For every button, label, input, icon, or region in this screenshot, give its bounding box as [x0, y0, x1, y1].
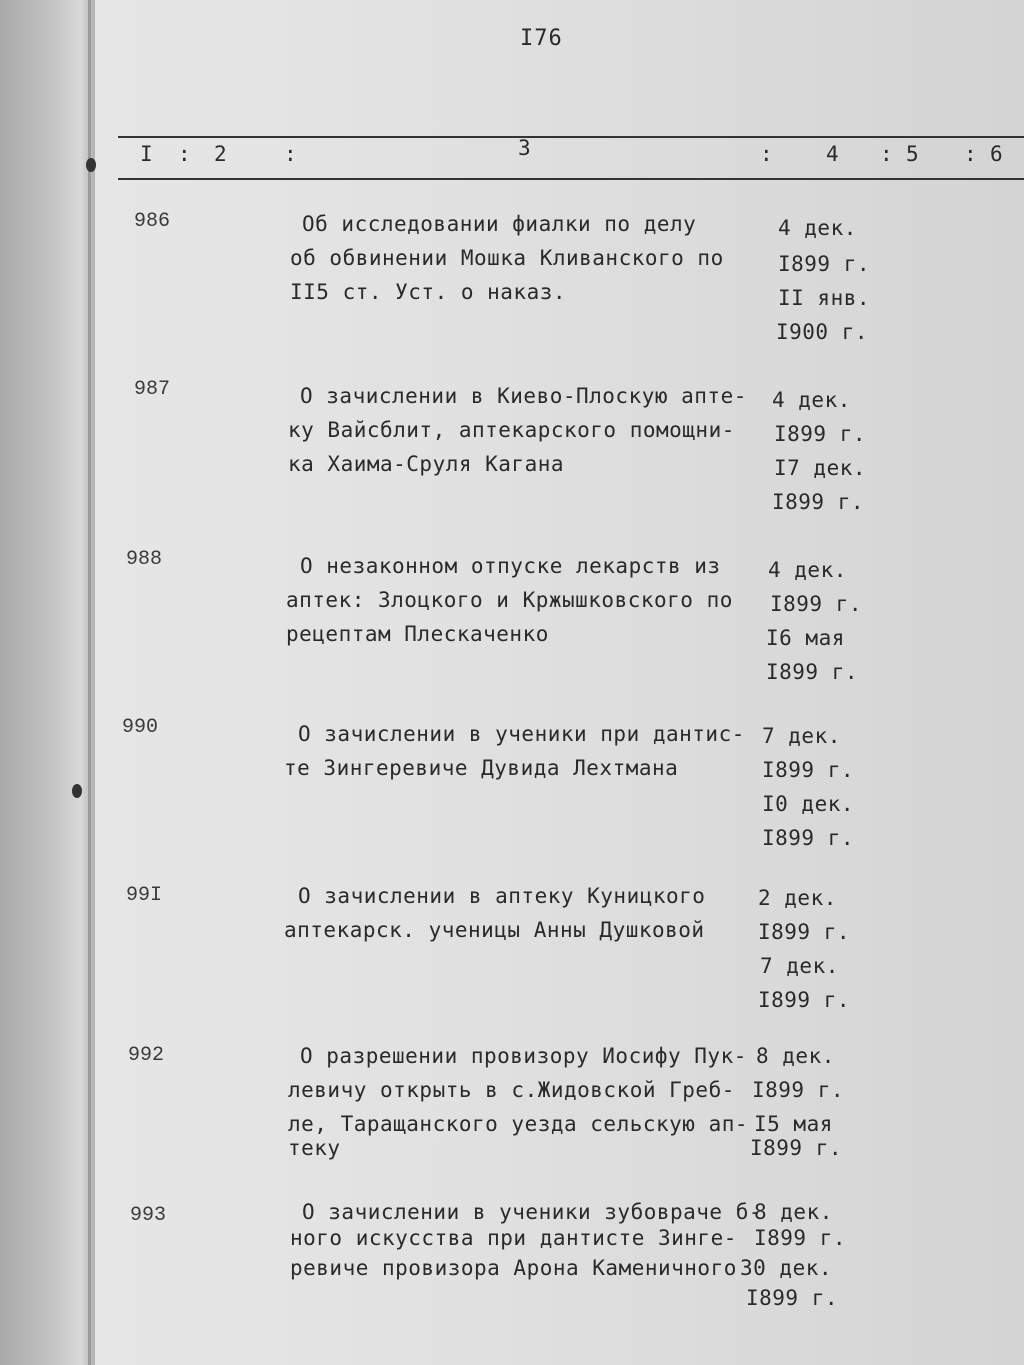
entry-date-line: I5 мая: [754, 1112, 833, 1136]
header-col-3: 3: [518, 136, 531, 160]
entry-date-line: II янв.: [778, 286, 871, 310]
entry-date-line: I900 г.: [776, 320, 869, 344]
entry-date-line: 7 дек.: [760, 954, 839, 978]
entry-description-line: II5 ст. Уст. о наказ.: [290, 280, 567, 304]
binding-shadow: [0, 0, 95, 1365]
entry-description-line: Об исследовании фиалки по делу: [302, 212, 697, 236]
header-rule-bottom: [118, 178, 1024, 180]
entry-date-line: I899 г.: [754, 1226, 847, 1250]
entry-number: 993: [130, 1204, 167, 1227]
entry-date-line: 8 дек.: [756, 1044, 835, 1068]
entry-number: 99I: [126, 884, 163, 907]
header-col-6: 6: [990, 142, 1003, 166]
entry-description-line: О зачислении в Киево-Плоскую апте-: [300, 384, 747, 408]
header-rule-top: [118, 136, 1024, 138]
entry-number: 987: [134, 378, 171, 401]
page-number: I76: [520, 26, 563, 51]
entry-description-line: О зачислении в аптеку Куницкого: [298, 884, 706, 908]
header-sep-5: :: [964, 142, 977, 166]
entry-description-line: аптекарск. ученицы Анны Душковой: [284, 918, 705, 942]
entry-description-line: те Зингеревиче Дувида Лехтмана: [284, 756, 679, 780]
header-col-5: 5: [906, 142, 919, 166]
entry-description-line: теку: [288, 1136, 341, 1160]
entry-description-line: ле, Таращанского уезда сельскую ап-: [288, 1112, 749, 1136]
entry-description-line: О зачислении в ученики при дантис-: [298, 722, 745, 746]
entry-date-line: 7 дек.: [762, 724, 841, 748]
header-sep-1: :: [178, 142, 191, 166]
binding-hole: [72, 784, 82, 798]
header-col-4: 4: [826, 142, 839, 166]
entry-date-line: I0 дек.: [762, 792, 855, 816]
entry-description-line: аптек: Злоцкого и Кржышковского по: [286, 588, 733, 612]
entry-description-line: рецептам Плескаченко: [286, 622, 549, 646]
entry-description-line: левичу открыть в с.Жидовской Греб-: [288, 1078, 735, 1102]
header-sep-2: :: [284, 142, 297, 166]
entry-date-line: 4 дек.: [778, 216, 857, 240]
header-col-2: 2: [214, 142, 227, 166]
entry-description-line: ревиче провизора Арона Каменичного: [290, 1256, 737, 1280]
entry-date-line: I899 г.: [750, 1136, 843, 1160]
entry-date-line: 4 дек.: [768, 558, 847, 582]
entry-date-line: I899 г.: [772, 490, 865, 514]
entry-date-line: 4 дек.: [772, 388, 851, 412]
entry-description-line: О разрешении провизору Иосифу Пук-: [300, 1044, 747, 1068]
entry-description-line: ка Хаима-Сруля Кагана: [288, 452, 565, 476]
entry-description-line: О незаконном отпуске лекарств из: [300, 554, 721, 578]
entry-date-line: I899 г.: [758, 920, 851, 944]
entry-date-line: I7 дек.: [774, 456, 867, 480]
header-sep-3: :: [760, 142, 773, 166]
header-sep-4: :: [880, 142, 893, 166]
entry-date-line: I899 г.: [762, 758, 855, 782]
entry-description-line: об обвинении Мошка Кливанского по: [290, 246, 724, 270]
entry-date-line: 2 дек.: [758, 886, 837, 910]
entry-date-line: 30 дек.: [740, 1256, 833, 1280]
entry-date-line: I899 г.: [774, 422, 867, 446]
entry-description-line: ку Вайсблит, аптекарского помощни-: [288, 418, 735, 442]
header-col-1: I: [140, 142, 153, 166]
entry-description-line: ного искусства при дантисте Зинге-: [290, 1226, 737, 1250]
entry-date-line: I899 г.: [758, 988, 851, 1012]
entry-date-line: I899 г.: [770, 592, 863, 616]
binding-edge: [88, 0, 91, 1365]
entry-date-line: I899 г.: [766, 660, 859, 684]
entry-description-line: О зачислении в ученики зубовраче б-: [302, 1200, 763, 1224]
entry-number: 990: [122, 716, 159, 739]
entry-number: 986: [134, 210, 171, 233]
entry-date-line: I899 г.: [762, 826, 855, 850]
entry-date-line: I899 г.: [778, 252, 871, 276]
entry-date-line: I899 г.: [752, 1078, 845, 1102]
entry-number: 992: [128, 1044, 165, 1067]
entry-number: 988: [126, 548, 163, 571]
entry-date-line: I6 мая: [766, 626, 845, 650]
entry-date-line: I899 г.: [746, 1286, 839, 1310]
binding-hole: [86, 158, 96, 172]
entry-date-line: 8 дек.: [754, 1200, 833, 1224]
